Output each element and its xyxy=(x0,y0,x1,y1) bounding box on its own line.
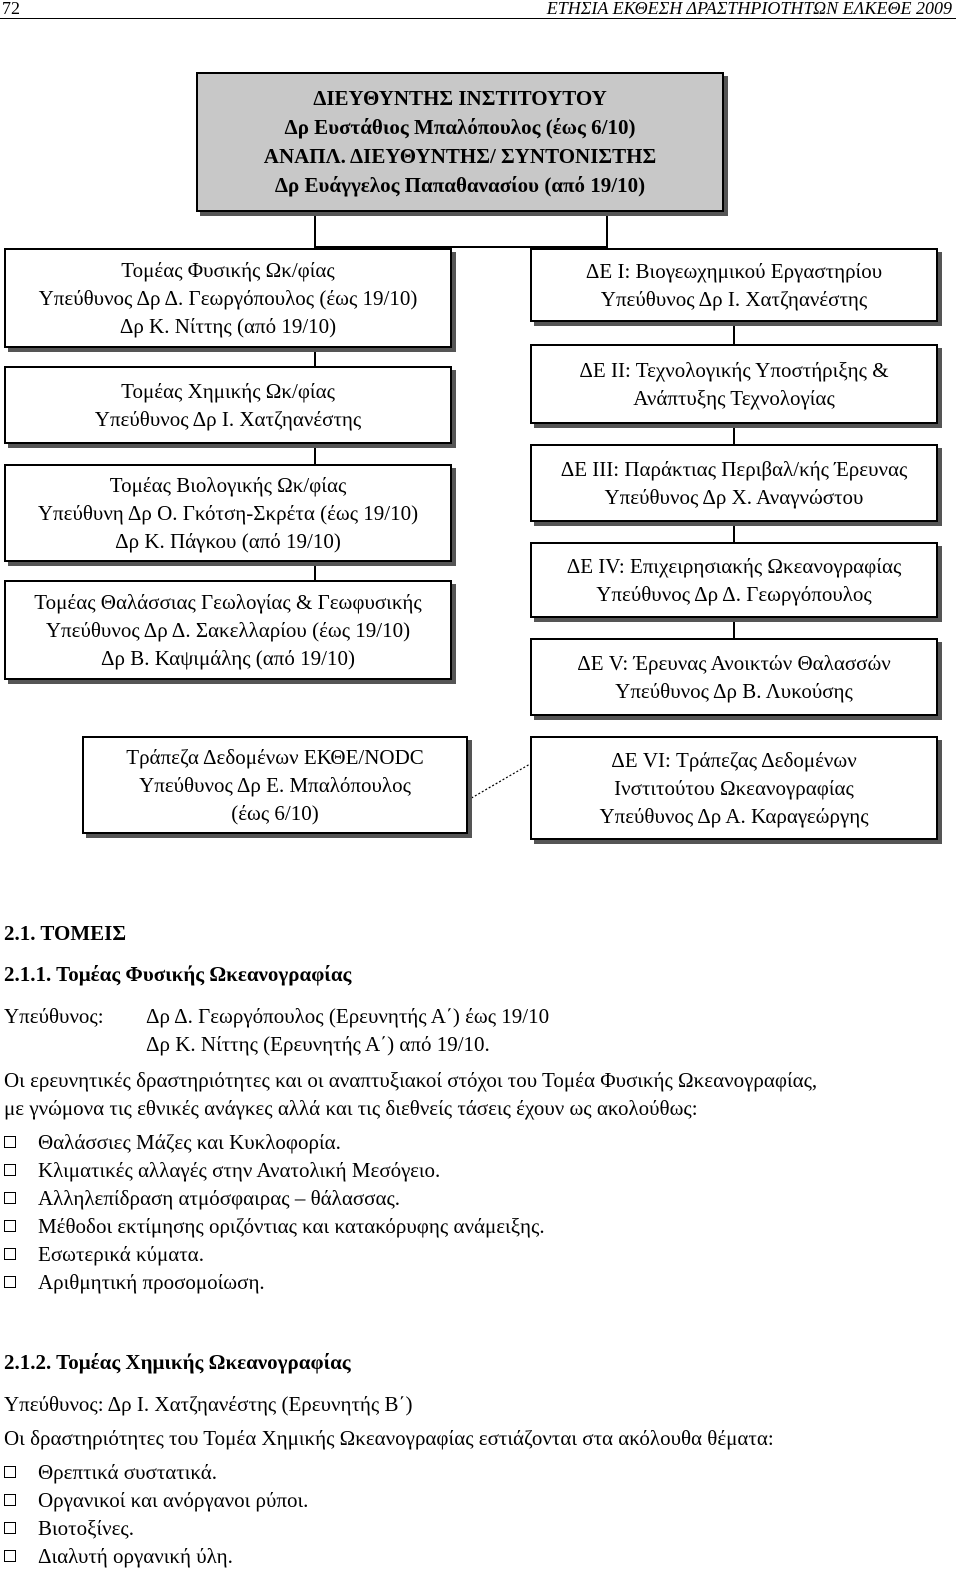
list-item-text: Εσωτερικά κύματα. xyxy=(38,1242,204,1266)
box-line: Τομέας Θαλάσσιας Γεωλογίας & Γεωφυσικής xyxy=(34,590,422,614)
box-line: Υπεύθυνος Δρ Χ. Αναγνώστου xyxy=(604,485,864,509)
checkbox-bullet-icon xyxy=(4,1164,16,1176)
box-line: Ινστιτούτου Ωκεανογραφίας xyxy=(614,776,854,800)
checkbox-bullet-icon xyxy=(4,1494,16,1506)
list-item xyxy=(4,1542,233,1570)
responsible-line: Δρ Κ. Νίττης (Ερευνητής Α΄) από 19/10. xyxy=(146,1032,490,1056)
checkbox-bullet-icon xyxy=(4,1522,16,1534)
box-line: ΔΕ IV: Επιχειρησιακής Ωκεανογραφίας xyxy=(566,554,902,578)
list-item xyxy=(4,1268,265,1296)
box-line: Υπεύθυνος Δρ Δ. Σακελλαρίου (έως 19/10) xyxy=(45,618,411,642)
responsible-line: Υπεύθυνος: Δρ Ι. Χατζηανέστης (Ερευνητής Β΄) xyxy=(4,1392,413,1416)
box-line: ΔΕ VI: Τράπεζας Δεδομένων xyxy=(611,748,857,772)
list-item xyxy=(4,1514,134,1542)
list-item xyxy=(4,1240,204,1268)
box-line: Τομέας Χημικής Ωκ/φίας xyxy=(121,379,335,403)
box-line: ΔΕ Ι: Βιογεωχημικού Εργαστηρίου xyxy=(585,259,883,283)
chemistry-sector-box xyxy=(4,366,452,444)
page-number: 72 xyxy=(2,0,20,18)
list-item xyxy=(4,1156,440,1184)
box-line: ΔΕ ΙΙΙ: Παράκτιας Περιβαλ/κής Έρευνας xyxy=(560,457,908,481)
box-line: ΔΕ ΙΙ: Τεχνολογικής Υποστήριξης & xyxy=(579,358,889,382)
list-item xyxy=(4,1458,217,1486)
box-line: Δρ Κ. Νίττης (από 19/10) xyxy=(119,314,337,338)
box-line: Υπεύθυνη Δρ Ο. Γκότση-Σκρέτα (έως 19/10) xyxy=(37,501,419,525)
list-item xyxy=(4,1128,341,1156)
checkbox-bullet-icon xyxy=(4,1466,16,1478)
connector-line xyxy=(314,212,316,248)
deputy-name: Δρ Ευάγγελος Παπαθανασίου (από 19/10) xyxy=(274,173,646,197)
box-line: Τομέας Φυσικής Ωκ/φίας xyxy=(121,258,335,282)
dotted-link xyxy=(466,762,532,802)
page-header xyxy=(0,0,956,19)
list-item-text: Θαλάσσιες Μάζες και Κυκλοφορία. xyxy=(38,1130,341,1154)
responsible-line: Δρ Δ. Γεωργόπουλος (Ερευνητής Α΄) έως 19/10 xyxy=(146,1004,550,1028)
director-title: ΔΙΕΥΘΥΝΤΗΣ ΙΝΣΤΙΤΟΥΤΟΥ xyxy=(313,86,607,110)
paragraph-line: Οι ερευνητικές δραστηριότητες και οι αναπτυξιακοί στόχοι του Τομέα Φυσικής Ωκεανογραφίας, xyxy=(4,1068,818,1092)
databank-box xyxy=(82,736,468,834)
director-name: Δρ Ευστάθιος Μπαλόπουλος (έως 6/10) xyxy=(284,115,636,139)
connector-line xyxy=(733,522,735,542)
box-line: Υπεύθυνος Δρ Δ. Γεωργόπουλος xyxy=(596,582,872,606)
paragraph-line: Οι δραστηριότητες του Τομέα Χημικής Ωκεανογραφίας εστιάζονται στα ακόλουθα θέματα: xyxy=(4,1426,774,1450)
box-line: Δρ Β. Καψιμάλης (από 19/10) xyxy=(101,646,355,670)
paragraph-line: με γνώμονα τις εθνικές ανάγκες αλλά και τις διεθνείς τάσεις έχουν ως ακολούθως: xyxy=(4,1096,698,1120)
list-item-text: Οργανικοί και ανόργανοι ρύποι. xyxy=(38,1488,309,1512)
deputy-title: ΑΝΑΠΛ. ΔΙΕΥΘΥΝΤΗΣ/ ΣΥΝΤΟΝΙΣΤΗΣ xyxy=(263,144,657,168)
de5-box xyxy=(530,638,938,716)
box-line: Υπεύθυνος Δρ Δ. Γεωργόπουλος (έως 19/10) xyxy=(38,286,418,310)
checkbox-bullet-icon xyxy=(4,1550,16,1562)
box-line: ΔΕ V: Έρευνας Ανοικτών Θαλασσών xyxy=(577,651,891,675)
connector-line xyxy=(733,322,735,344)
de6-box xyxy=(530,736,938,840)
list-item xyxy=(4,1486,308,1514)
box-line: Υπεύθυνος Δρ Ι. Χατζηανέστης xyxy=(600,287,868,311)
connector-line xyxy=(314,348,316,366)
box-line: Τομέας Βιολογικής Ωκ/φίας xyxy=(109,473,347,497)
checkbox-bullet-icon xyxy=(4,1248,16,1260)
checkbox-bullet-icon xyxy=(4,1136,16,1148)
section-heading: 2.1. ΤΟΜΕΙΣ xyxy=(4,921,127,945)
de3-box xyxy=(530,444,938,522)
checkbox-bullet-icon xyxy=(4,1220,16,1232)
list-item xyxy=(4,1212,545,1240)
running-title: ΕΤΗΣΙΑ ΕΚΘΕΣΗ ΔΡΑΣΤΗΡΙΟΤΗΤΩΝ ΕΛΚΕΘΕ 2009 xyxy=(546,0,952,18)
physics-sector-box xyxy=(4,248,452,348)
box-line: Υπεύθυνος Δρ Α. Καραγεώργης xyxy=(599,804,869,828)
box-line: Δρ Κ. Πάγκου (από 19/10) xyxy=(115,529,341,553)
de4-box xyxy=(530,542,938,618)
biology-sector-box xyxy=(4,464,452,562)
de1-box xyxy=(530,248,938,322)
list-item-text: Κλιματικές αλλαγές στην Ανατολική Μεσόγειο. xyxy=(38,1158,441,1182)
box-line: Ανάπτυξης Τεχνολογίας xyxy=(633,386,835,410)
list-item-text: Μέθοδοι εκτίμησης οριζόντιας και κατακόρυφης ανάμειξης. xyxy=(38,1214,545,1238)
geology-sector-box xyxy=(4,580,452,680)
list-item-text: Θρεπτικά συστατικά. xyxy=(38,1460,218,1484)
box-line: Υπεύθυνος Δρ Β. Λυκούσης xyxy=(615,679,853,703)
checkbox-bullet-icon xyxy=(4,1276,16,1288)
subsection-heading: 2.1.2. Τομέας Χημικής Ωκεανογραφίας xyxy=(4,1350,351,1374)
subsection-heading: 2.1.1. Τομέας Φυσικής Ωκεανογραφίας xyxy=(4,962,352,986)
connector-line xyxy=(733,424,735,444)
box-line: Υπεύθυνος Δρ Ε. Μπαλόπουλος xyxy=(139,773,411,797)
list-item-text: Αλληλεπίδραση ατμόσφαιρας – θάλασσας. xyxy=(38,1186,401,1210)
list-item-text: Βιοτοξίνες. xyxy=(38,1516,134,1540)
box-line: Υπεύθυνος Δρ Ι. Χατζηανέστης xyxy=(94,407,362,431)
list-item-text: Διαλυτή οργανική ύλη. xyxy=(38,1544,233,1568)
connector-line xyxy=(606,212,608,248)
box-line: (έως 6/10) xyxy=(231,801,319,825)
connector-line xyxy=(733,618,735,638)
responsible-label: Υπεύθυνος: xyxy=(4,1004,104,1028)
connector-line xyxy=(314,562,316,580)
director-box xyxy=(196,72,724,212)
de2-box xyxy=(530,344,938,424)
checkbox-bullet-icon xyxy=(4,1192,16,1204)
list-item-text: Αριθμητική προσομοίωση. xyxy=(38,1270,265,1294)
connector-line xyxy=(314,444,316,464)
list-item xyxy=(4,1184,400,1212)
box-line: Τράπεζα Δεδομένων ΕΚΘΕ/NODC xyxy=(126,745,424,769)
